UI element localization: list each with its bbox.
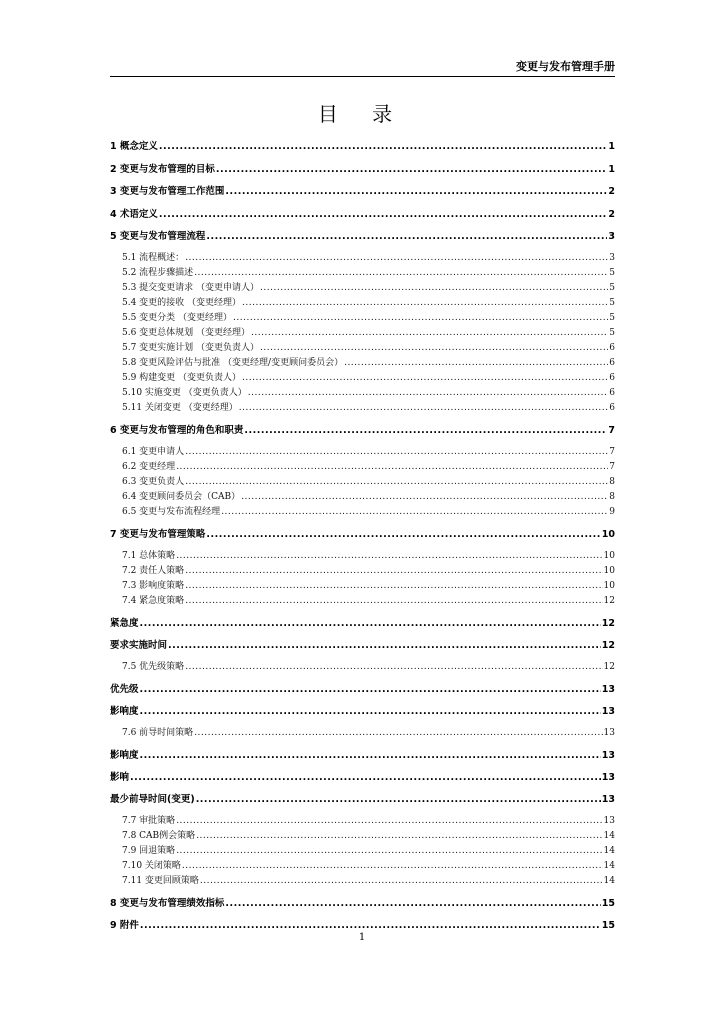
toc-leader-dots — [260, 283, 608, 293]
toc-entry-page: 14 — [603, 876, 615, 886]
toc-entry-label: 6.1 变更申请人 — [122, 447, 185, 457]
toc-leader-dots — [185, 447, 608, 457]
toc-entry-label: 6.4 变更顾问委员会（CAB） — [122, 492, 241, 502]
toc-leader-dots — [140, 618, 601, 629]
toc-entry[interactable] — [110, 637, 615, 651]
toc-entry-label: 5 变更与发布管理流程 — [110, 231, 206, 242]
toc-leader-dots — [196, 831, 602, 841]
toc-entry-page: 15 — [601, 898, 615, 909]
toc-leader-dots — [140, 750, 601, 761]
toc-entry-label: 影响 — [110, 772, 130, 783]
toc-entry-label: 5.11 关闭变更 （变更经理） — [122, 403, 238, 413]
toc-entry[interactable] — [122, 843, 615, 856]
toc-entry[interactable] — [122, 459, 615, 472]
toc-entry-label: 7.10 关闭策略 — [122, 861, 181, 871]
toc-leader-dots — [196, 794, 601, 805]
toc-entry-page: 5 — [609, 313, 615, 323]
toc-leader-dots — [176, 816, 602, 826]
toc-entry-label: 7.9 回退策略 — [122, 846, 176, 856]
toc-entry-page: 14 — [603, 846, 615, 856]
toc-leader-dots — [344, 358, 608, 368]
toc-entry[interactable] — [110, 791, 615, 805]
toc-entry-page: 10 — [601, 529, 615, 540]
toc-entry-label: 7.2 责任人策略 — [122, 566, 185, 576]
page-number: 1 — [358, 932, 366, 943]
toc-entry-page: 8 — [609, 492, 615, 502]
toc-entry-label: 2 变更与发布管理的目标 — [110, 164, 215, 175]
toc-leader-dots — [185, 566, 602, 576]
toc-entry-label: 5.9 构建变更 （变更负责人） — [122, 373, 242, 383]
toc-leader-dots — [176, 551, 602, 561]
toc-leader-dots — [248, 388, 609, 398]
toc-entry[interactable] — [122, 578, 615, 591]
toc-entry-page: 14 — [603, 861, 615, 871]
toc-entry-label: 7.11 变更回顾策略 — [122, 876, 199, 886]
toc-entry[interactable] — [110, 615, 615, 629]
toc-entry-label: 7.1 总体策略 — [122, 551, 176, 561]
toc-leader-dots — [251, 328, 608, 338]
toc-leader-dots — [260, 343, 608, 353]
toc-leader-dots — [244, 425, 607, 436]
toc-leader-dots — [233, 313, 608, 323]
toc-entry-page: 10 — [603, 581, 615, 591]
toc-entry[interactable] — [122, 873, 615, 886]
toc-entry-label: 8 变更与发布管理绩效指标 — [110, 898, 225, 909]
toc-leader-dots — [206, 231, 607, 242]
toc-title: 目 录 — [317, 102, 407, 126]
toc-entry-page: 14 — [603, 831, 615, 841]
toc-entry-label: 7.6 前导时间策略 — [122, 728, 194, 738]
toc-leader-dots — [176, 846, 602, 856]
toc-leader-dots — [225, 186, 607, 197]
toc-leader-dots — [159, 209, 607, 220]
toc-entry[interactable] — [122, 444, 615, 457]
toc-entry-label: 5.4 变更的接收 （变更经理） — [122, 298, 242, 308]
toc-leader-dots — [140, 684, 601, 695]
toc-entry-label: 7.4 紧急度策略 — [122, 596, 185, 606]
toc-entry[interactable] — [110, 895, 615, 909]
toc-leader-dots — [159, 141, 607, 152]
toc-entry[interactable] — [122, 504, 615, 517]
toc-entry-page: 5 — [609, 328, 615, 338]
toc-entry-label: 5.3 提交变更请求 （变更申请人） — [122, 283, 260, 293]
toc-entry[interactable] — [110, 138, 615, 152]
toc-entry-page: 2 — [608, 209, 615, 220]
toc-entry[interactable] — [110, 161, 615, 175]
toc-leader-dots — [225, 898, 600, 909]
toc-entry-label: 紧急度 — [110, 618, 139, 629]
toc-entry-label: 7 变更与发布管理策略 — [110, 529, 206, 540]
toc-entry-page: 10 — [603, 566, 615, 576]
header-divider — [110, 76, 615, 77]
toc-leader-dots — [140, 920, 601, 931]
toc-leader-dots — [182, 861, 603, 871]
toc-leader-dots — [241, 492, 608, 502]
toc-leader-dots — [130, 772, 601, 783]
toc-entry-page: 13 — [601, 750, 615, 761]
toc-entry[interactable] — [122, 355, 615, 368]
toc-entry[interactable] — [122, 295, 615, 308]
toc-entry-label: 5.2 流程步骤描述 — [122, 268, 194, 278]
toc-entry[interactable] — [122, 659, 615, 672]
toc-leader-dots — [185, 253, 608, 263]
toc-entry-label: 7.3 影响度策略 — [122, 581, 185, 591]
toc-entry-page: 1 — [608, 164, 615, 175]
toc-entry[interactable] — [122, 310, 615, 323]
toc-entry-page: 13 — [601, 794, 615, 805]
toc-entry[interactable] — [122, 474, 615, 487]
toc-entry-page: 12 — [603, 596, 615, 606]
toc-leader-dots — [185, 581, 602, 591]
toc-entry-label: 5.8 变更风险评估与批准 （变更经理/变更顾问委员会） — [122, 358, 344, 368]
toc-entry[interactable] — [110, 747, 615, 761]
toc-entry-page: 7 — [609, 462, 615, 472]
toc-entry[interactable] — [122, 813, 615, 826]
toc-entry[interactable] — [122, 400, 615, 413]
toc-entry-page: 5 — [609, 268, 615, 278]
toc-entry-page: 6 — [609, 388, 615, 398]
toc-entry[interactable] — [122, 280, 615, 293]
toc-entry-page: 13 — [601, 772, 615, 783]
toc-entry-label: 6.5 变更与发布流程经理 — [122, 507, 221, 517]
toc-entry[interactable] — [122, 265, 615, 278]
toc-entry-label: 6.3 变更负责人 — [122, 477, 185, 487]
toc-entry-label: 5.10 实施变更 （变更负责人） — [122, 388, 247, 398]
toc-entry-label: 影响度 — [110, 706, 139, 717]
toc-entry-page: 7 — [608, 425, 615, 436]
toc-entry-label: 6 变更与发布管理的角色和职责 — [110, 425, 244, 436]
toc-leader-dots — [176, 462, 608, 472]
toc-leader-dots — [168, 640, 601, 651]
toc-entry-page: 6 — [609, 373, 615, 383]
toc-entry-label: 9 附件 — [110, 920, 139, 931]
toc-entry-label: 最少前导时间(变更) — [110, 794, 195, 805]
toc-entry-page: 3 — [608, 231, 615, 242]
toc-entry-page: 6 — [609, 358, 615, 368]
toc-leader-dots — [185, 477, 608, 487]
toc-leader-dots — [185, 662, 602, 672]
toc-leader-dots — [239, 403, 609, 413]
toc-entry[interactable] — [110, 703, 615, 717]
toc-entry[interactable] — [122, 725, 615, 738]
toc-entry-label: 5.5 变更分类 （变更经理） — [122, 313, 233, 323]
toc-entry-page: 6 — [609, 403, 615, 413]
toc-entry-page: 15 — [601, 920, 615, 931]
toc-leader-dots — [221, 507, 608, 517]
toc-entry-page: 5 — [609, 298, 615, 308]
toc-entry-label: 1 概念定义 — [110, 141, 158, 152]
toc-entry-label: 影响度 — [110, 750, 139, 761]
toc-entry-label: 3 变更与发布管理工作范围 — [110, 186, 225, 197]
toc-entry-page: 5 — [609, 283, 615, 293]
toc-entry-page: 1 — [608, 141, 615, 152]
toc-entry[interactable] — [122, 563, 615, 576]
toc-entry-page: 13 — [603, 728, 615, 738]
toc-leader-dots — [216, 164, 607, 175]
toc-leader-dots — [242, 373, 608, 383]
toc-entry[interactable] — [122, 325, 615, 338]
toc-entry[interactable] — [122, 593, 615, 606]
page-header — [110, 58, 615, 76]
toc-entry-label: 优先级 — [110, 684, 139, 695]
toc-entry[interactable] — [122, 489, 615, 502]
toc-entry-page: 3 — [609, 253, 615, 263]
toc-entry-page: 10 — [603, 551, 615, 561]
toc-entry-label: 7.5 优先级策略 — [122, 662, 185, 672]
toc-entry-page: 7 — [609, 447, 615, 457]
toc-entry[interactable] — [122, 385, 615, 398]
toc-leader-dots — [140, 706, 601, 717]
toc-entry[interactable] — [110, 228, 615, 242]
toc-entry-label: 6.2 变更经理 — [122, 462, 176, 472]
toc-entry-page: 12 — [601, 618, 615, 629]
toc-entry-page: 6 — [609, 343, 615, 353]
toc-leader-dots — [185, 596, 602, 606]
toc-entry-page: 8 — [609, 477, 615, 487]
toc-entry-label: 7.7 审批策略 — [122, 816, 176, 826]
toc-entry-label: 5.6 变更总体规划 （变更经理） — [122, 328, 251, 338]
toc-entry[interactable] — [110, 206, 615, 220]
toc-entry-label: 5.7 变更实施计划 （变更负责人） — [122, 343, 260, 353]
toc-entry-page: 13 — [603, 816, 615, 826]
toc-entry-label: 7.8 CAB例会策略 — [122, 831, 196, 841]
toc-entry[interactable] — [110, 526, 615, 540]
toc-entry[interactable] — [110, 183, 615, 197]
toc-entry[interactable] — [110, 769, 615, 783]
toc-leader-dots — [206, 529, 600, 540]
toc-entry[interactable] — [122, 250, 615, 263]
header-title: 变更与发布管理手册 — [516, 60, 615, 73]
toc-entry-page: 9 — [609, 507, 615, 517]
toc-entry[interactable] — [122, 340, 615, 353]
toc-leader-dots — [194, 728, 602, 738]
toc-entry[interactable] — [122, 858, 615, 871]
toc-leader-dots — [194, 268, 608, 278]
toc-entry[interactable] — [122, 370, 615, 383]
toc-entry[interactable] — [110, 681, 615, 695]
toc-entry[interactable] — [110, 422, 615, 436]
toc-entry-page: 12 — [603, 662, 615, 672]
toc-leader-dots — [242, 298, 608, 308]
toc-entry-label: 4 术语定义 — [110, 209, 158, 220]
toc-entry-page: 13 — [601, 706, 615, 717]
toc-entry[interactable] — [122, 828, 615, 841]
toc-entry-page: 13 — [601, 684, 615, 695]
toc-entry-label: 5.1 流程概述： — [122, 253, 185, 263]
toc-entry[interactable] — [110, 917, 615, 931]
toc-entry-page: 2 — [608, 186, 615, 197]
toc-entry[interactable] — [122, 548, 615, 561]
toc-leader-dots — [200, 876, 603, 886]
toc-entry-page: 12 — [601, 640, 615, 651]
toc-entry-label: 要求实施时间 — [110, 640, 168, 651]
